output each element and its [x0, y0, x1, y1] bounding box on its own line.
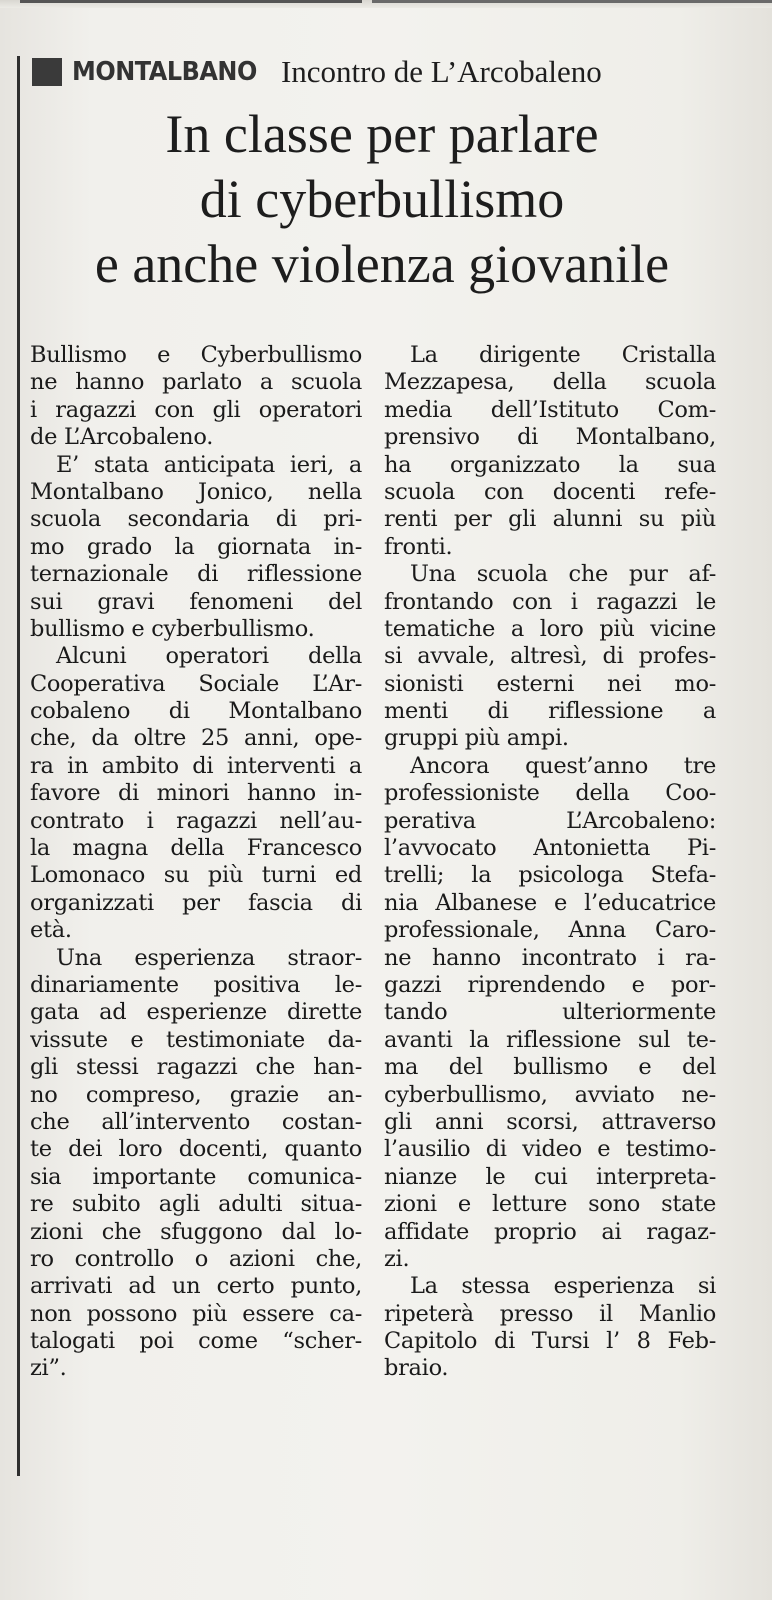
body-text-line: Lomonaco su più turni ed — [30, 862, 362, 889]
body-text-line: cyberbullismo, avviato ne- — [384, 1081, 716, 1108]
body-text-line: sia importante comunica- — [30, 1163, 362, 1190]
body-text-line: Montalbano Jonico, nella — [30, 478, 362, 505]
body-text-line: tando ulteriormente — [384, 999, 716, 1026]
body-text-line: La stessa esperienza si — [410, 1273, 716, 1300]
body-text-line: ra in ambito di interventi a — [30, 752, 362, 779]
body-text-line: ternazionale di riflessione — [30, 561, 362, 588]
body-text-line: gli stessi ragazzi che han- — [30, 1054, 362, 1081]
body-text-line: professioniste della Coo- — [384, 780, 716, 807]
body-column-left — [30, 342, 362, 1383]
body-text-line: mo grado la giornata in- — [30, 533, 362, 560]
body-text-line: talogati poi come “scher- — [30, 1328, 362, 1355]
body-text-line: de L’Arcobaleno. — [30, 424, 214, 451]
body-text-line: fronti. — [384, 533, 453, 560]
body-text-line: bullismo e cyberbullismo. — [30, 615, 315, 642]
body-text-line: ha organizzato la sua — [384, 451, 716, 478]
body-text-line: La dirigente Cristalla — [410, 342, 716, 368]
body-text-line: no compreso, grazie an- — [30, 1081, 362, 1108]
body-text-line: che, da oltre 25 anni, ope- — [30, 725, 362, 752]
column-rule — [17, 56, 20, 1476]
headline-line: e anche violenza giovanile — [94, 234, 670, 294]
body-text-line: scuola con docenti refe- — [384, 478, 716, 505]
body-text-line: media dell’Istituto Com- — [384, 396, 716, 423]
body-text-line: età. — [30, 917, 72, 944]
headline-line: In classe per parlare — [165, 104, 599, 164]
body-text-line: perativa L’Arcobaleno: — [384, 807, 716, 834]
body-text-line: Mezzapesa, della scuola — [384, 369, 716, 396]
body-text-line: vissute e testimoniate da- — [30, 1026, 362, 1053]
body-text-line: zi”. — [30, 1355, 67, 1382]
body-text-line: nianze le cui interpreta- — [384, 1163, 716, 1190]
body-text-line: che all’intervento costan- — [30, 1108, 362, 1135]
body-text-line: Ancora quest’anno tre — [410, 752, 716, 779]
body-text-line: Cooperativa Sociale L’Ar- — [30, 670, 362, 697]
body-text-line: ne hanno incontrato i ra- — [384, 944, 716, 971]
body-text-line: l’avvocato Antonietta Pi- — [384, 835, 716, 862]
body-text-line: ma del bullismo e del — [384, 1054, 716, 1081]
body-text-line: nia Albanese e l’educatrice — [384, 889, 716, 916]
body-text-line: avanti la riflessione sul te- — [384, 1026, 716, 1053]
kicker-place: MONTALBANO — [72, 57, 257, 87]
body-column-right — [384, 342, 716, 1383]
body-text-line: gruppi più ampi. — [384, 725, 569, 752]
body-text-line: professionale, Anna Caro- — [384, 917, 716, 944]
body-text-line: organizzati per fascia di — [30, 889, 362, 916]
body-text-line: re subito agli adulti situa- — [30, 1191, 362, 1218]
kicker — [26, 50, 738, 94]
body-text-line: ripeterà presso il Manlio — [384, 1300, 716, 1327]
body-text-line: Alcuni operatori della — [56, 643, 362, 670]
body-text-line: ro controllo o azioni che, — [30, 1245, 362, 1272]
body-text-line: contrato i ragazzi nell’au- — [30, 807, 362, 834]
kicker-subtitle: Incontro de L’Arcobaleno — [280, 54, 602, 89]
body-text-line: prensivo di Montalbano, — [384, 424, 716, 451]
body-text-line: scuola secondaria di pri- — [30, 506, 362, 533]
body-text-line: renti per gli alunni su più — [384, 506, 716, 533]
body-text-line: Bullismo e Cyberbullismo — [30, 342, 362, 368]
body-text-line: i ragazzi con gli operatori — [30, 396, 362, 423]
body-text-line: sionisti esterni nei mo- — [384, 670, 716, 697]
top-rule-right — [372, 0, 772, 3]
kicker-marker-icon — [32, 58, 62, 86]
body-text-line: cobaleno di Montalbano — [30, 698, 362, 725]
body-text-line: Una scuola che pur af- — [410, 561, 716, 588]
body-text-line: dinariamente positiva le- — [30, 971, 362, 998]
body-text-line: gata ad esperienze dirette — [30, 999, 362, 1026]
body-text-line: non possono più essere ca- — [30, 1300, 362, 1327]
body-text-line: gazzi riprendendo e por- — [384, 971, 716, 998]
body-text-line: E’ stata anticipata ieri, a — [56, 451, 362, 478]
body-text-line: favore di minori hanno in- — [30, 780, 362, 807]
body-text-line: l’ausilio di video e testimo- — [384, 1136, 716, 1163]
body-text-line: trelli; la psicologa Stefa- — [384, 862, 716, 889]
body-text-line: la magna della Francesco — [30, 835, 362, 862]
body-text-line: sui gravi fenomeni del — [30, 588, 362, 615]
body-text-line: ne hanno parlato a scuola — [30, 369, 362, 396]
body-text-line: Capitolo di Tursi l’ 8 Feb- — [384, 1328, 716, 1355]
body-text-line: zi. — [384, 1245, 410, 1272]
headline-line: di cyberbullismo — [199, 169, 565, 229]
top-rule-left — [20, 0, 362, 3]
body-text-line: zioni che sfuggono dal lo- — [30, 1218, 362, 1245]
body-text-line: Una esperienza straor- — [56, 944, 362, 971]
body-text-line: zioni e letture sono state — [384, 1191, 716, 1218]
body-text-line: arrivati ad un certo punto, — [30, 1273, 362, 1300]
body-text-line: si avvale, altresì, di profes- — [384, 643, 716, 670]
body-text-line: tematiche a loro più vicine — [384, 615, 716, 642]
body-text-line: frontando con i ragazzi le — [384, 588, 716, 615]
article — [26, 50, 738, 1382]
body-text-line: braio. — [384, 1355, 449, 1382]
body-text-line: gli anni scorsi, attraverso — [384, 1108, 716, 1135]
headline — [26, 102, 738, 297]
body-text-line: menti di riflessione a — [384, 698, 716, 725]
body-text-line: affidate proprio ai ragaz- — [384, 1218, 716, 1245]
body-text-line: te dei loro docenti, quanto — [30, 1136, 362, 1163]
